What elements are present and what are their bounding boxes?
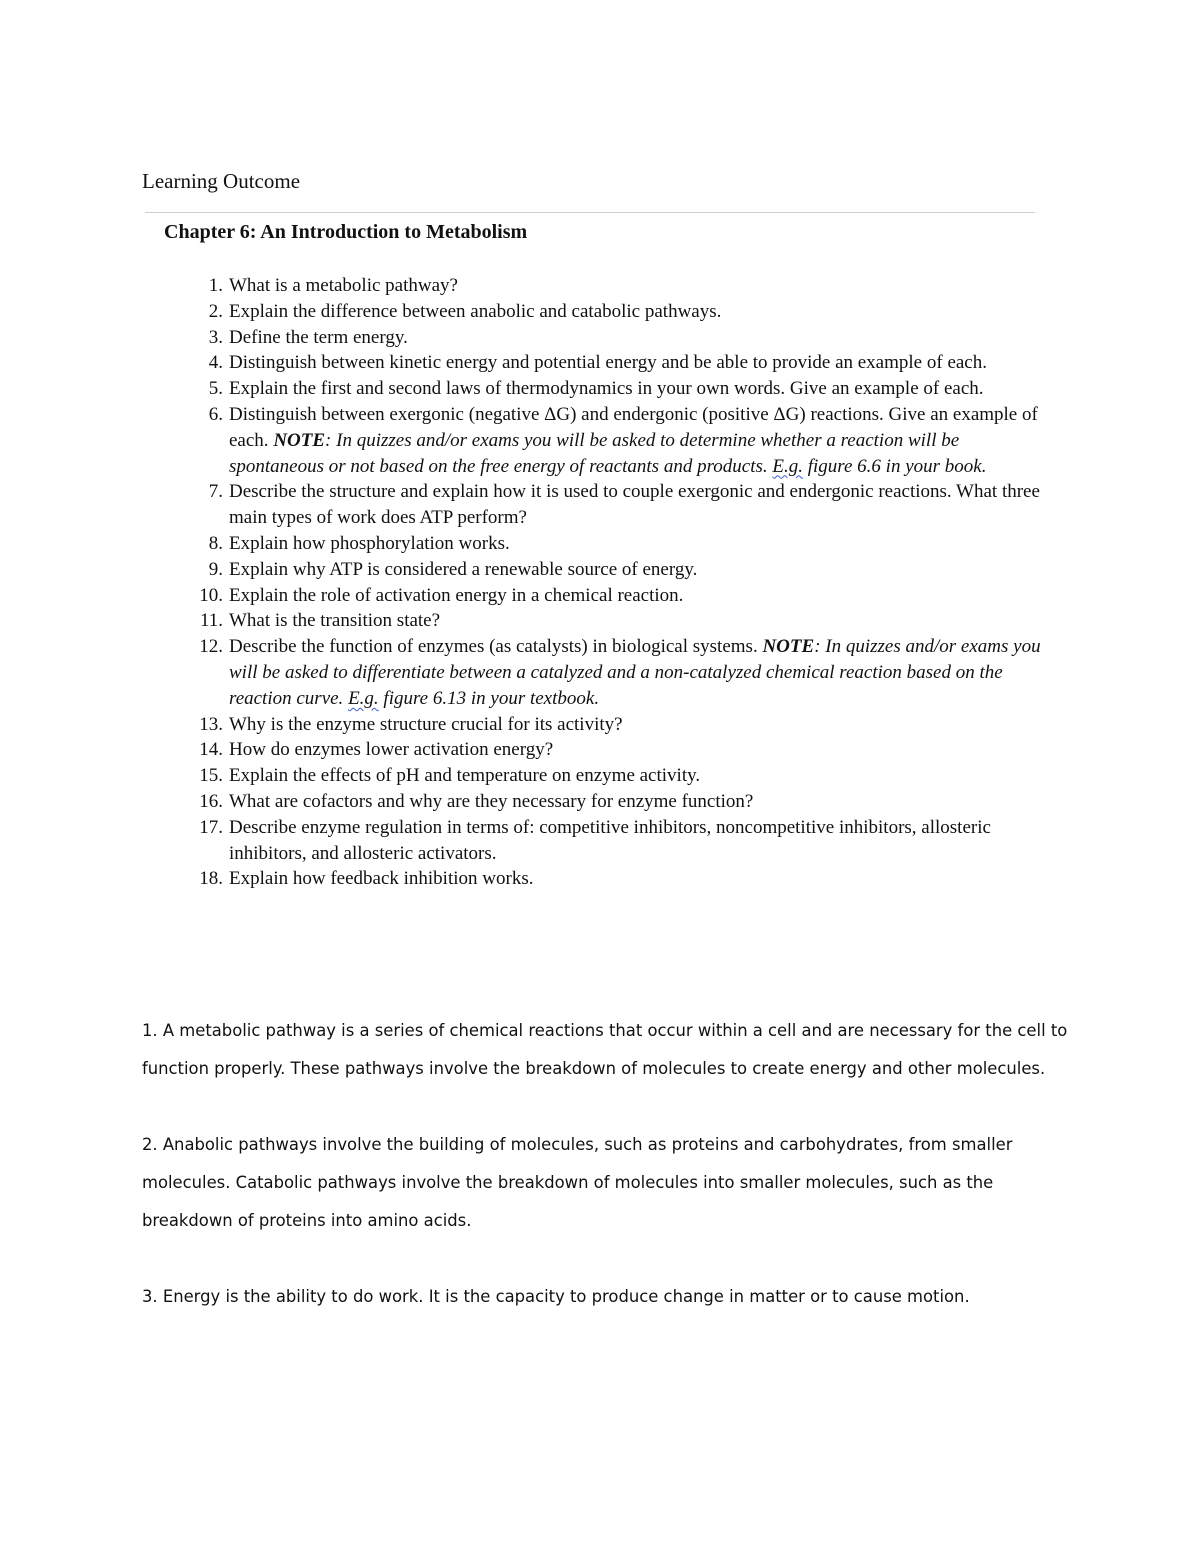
note-example-abbrev: E.g. [772, 455, 803, 477]
answer-paragraph: 2. Anabolic pathways involve the building of molecules, such as proteins and carbohydrates, from smaller molecules. Catabolic pathways involve the breakdown of molecules into smaller molecules, such as the breakdown of proteins into amino acids. [142, 1135, 1013, 1230]
chapter-title: Chapter 6: An Introduction to Metabolism [164, 221, 528, 243]
note-label: NOTE [273, 429, 326, 451]
question-text: Distinguish between kinetic energy and potential energy and be able to provide an example of each. [229, 352, 987, 374]
question-text: Explain the effects of pH and temperature on enzyme activity. [229, 765, 701, 787]
note-text: : In quizzes and/or exams you will be asked to differentiate between a catalyzed and a non-catalyzed chemical reaction based on the reaction curve. [229, 636, 1041, 709]
question-item [185, 763, 1045, 789]
question-item [185, 583, 1045, 609]
question-item [185, 712, 1045, 738]
question-number: 17 . [185, 815, 223, 841]
question-item [185, 557, 1045, 583]
note-figure-reference: figure 6.13 in your textbook. [378, 687, 600, 709]
question-text: Explain the difference between anabolic and catabolic pathways. [229, 300, 722, 322]
question-text: Explain the role of activation energy in a chemical reaction. [229, 584, 684, 606]
question-item [185, 737, 1045, 763]
question-item [185, 376, 1045, 402]
question-text: Describe the function of enzymes (as catalysts) in biological systems. [229, 636, 758, 658]
question-text: Explain why ATP is considered a renewable source of energy. [229, 558, 698, 580]
question-item [185, 350, 1045, 376]
question-text: How do enzymes lower activation energy? [229, 739, 554, 761]
question-item [185, 531, 1045, 557]
question-number: 8 . [185, 531, 223, 557]
question-text: Describe the structure and explain how it is used to couple exergonic and endergonic reactions. What three main types of work does ATP perform? [229, 481, 1040, 529]
questions-list [185, 273, 1045, 892]
question-number: 10 . [185, 583, 223, 609]
question-number: 2 . [185, 299, 223, 325]
answer-paragraph: 1. A metabolic pathway is a series of chemical reactions that occur within a cell and are necessary for the cell to function properly. These pathways involve the breakdown of molecules to create energy and other molecules. [142, 1021, 1068, 1078]
question-number: 15 . [185, 763, 223, 789]
question-number: 11 . [185, 608, 223, 634]
question-number: 5 . [185, 376, 223, 402]
question-number: 18 . [185, 866, 223, 892]
question-text: Why is the enzyme structure crucial for its activity? [229, 713, 623, 735]
question-item [185, 866, 1045, 892]
question-text: Describe enzyme regulation in terms of: competitive inhibitors, noncompetitive inhibitors, allosteric inhibitors, and allosteric activators. [229, 816, 991, 864]
question-number: 12 . [185, 634, 223, 660]
question-text: Explain the first and second laws of thermodynamics in your own words. Give an example of each. [229, 378, 984, 400]
question-number: 13 . [185, 712, 223, 738]
answers-section [142, 1012, 1072, 1354]
question-text: What is the transition state? [229, 610, 441, 632]
question-number: 9 . [185, 557, 223, 583]
question-number: 6 . [185, 402, 223, 428]
question-text: Distinguish between exergonic (negative ΔG) and endergonic (positive ΔG) reactions. Give an example of each. [229, 403, 1038, 451]
note-figure-reference: figure 6.6 in your book. [802, 455, 987, 477]
question-item [185, 402, 1045, 479]
question-item [185, 789, 1045, 815]
question-number: 3 . [185, 325, 223, 351]
question-text: What is a metabolic pathway? [229, 275, 458, 296]
question-text: Explain how phosphorylation works. [229, 532, 510, 554]
note-example-abbrev: E.g. [348, 687, 379, 709]
note-text: : In quizzes and/or exams you will be asked to determine whether a reaction will be spontaneous or not based on the free energy of reactants and products. [229, 429, 960, 477]
question-number: 4 . [185, 350, 223, 376]
answer-paragraph: 3. Energy is the ability to do work. It is the capacity to produce change in matter or to cause motion. [142, 1287, 970, 1306]
question-text: Define the term energy. [229, 326, 408, 348]
page-heading: Learning Outcome [142, 169, 301, 193]
question-item [185, 608, 1045, 634]
question-text: Explain how feedback inhibition works. [229, 868, 534, 890]
note-label: NOTE [762, 636, 815, 658]
question-item [185, 815, 1045, 867]
question-item [185, 273, 1045, 299]
question-item [185, 479, 1045, 531]
horizontal-divider [145, 212, 1035, 213]
question-number: 7 . [185, 479, 223, 505]
question-number: 1 . [185, 273, 223, 299]
question-number: 14 . [185, 737, 223, 763]
question-text: What are cofactors and why are they necessary for enzyme function? [229, 790, 754, 812]
question-number: 16 . [185, 789, 223, 815]
question-item [185, 325, 1045, 351]
question-item [185, 299, 1045, 325]
question-item [185, 634, 1045, 711]
